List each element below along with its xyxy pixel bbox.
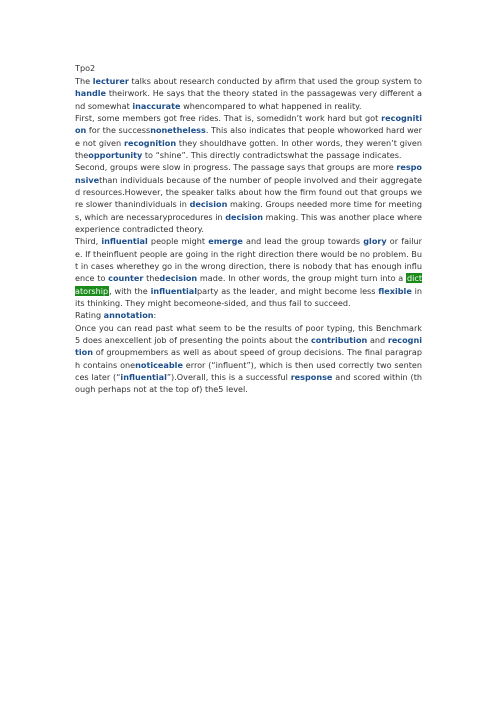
text-run: than individuals because of the number of people involved and their aggregated resources.However, the speaker talks about how the firm found out that groups were slower thanindividuals in [75, 174, 422, 210]
text-run: for the success [86, 125, 151, 136]
document-page [75, 62, 422, 396]
keyword: annotation [103, 310, 154, 321]
keyword: recognition [75, 112, 422, 136]
text-run: and [367, 335, 388, 346]
paragraph-6 [75, 322, 422, 396]
text-run: the [143, 273, 160, 284]
paragraph-5 [75, 309, 422, 321]
keyword: lecturer [92, 75, 129, 86]
keyword: flexible [378, 285, 412, 296]
text-run: they shouldhave gotten. In other words, they weren’t given the [75, 137, 422, 160]
document-title: Tpo2 [75, 63, 96, 73]
document-body [75, 75, 422, 396]
keyword: handle [75, 88, 107, 99]
text-run: Second, groups were slow in progress. The passage says that groups are more [75, 162, 397, 173]
text-run: Rating [75, 310, 104, 321]
keyword: nonetheless [150, 125, 206, 136]
keyword: responsive [75, 162, 422, 185]
keyword: opportunity [88, 149, 143, 160]
highlighted-word: dictatorship [75, 273, 423, 296]
paragraph-2 [75, 112, 422, 161]
text-run: : [153, 310, 157, 321]
keyword: influential [150, 285, 198, 296]
paragraph-3 [75, 161, 422, 235]
text-run: whencompared to what happened in reality. [180, 100, 362, 111]
text-run: Once you can read past what seem to be the results of poor typing, this Benchmark 5 does anexcellent job of presenting the points about the [75, 322, 422, 346]
text-run: and scored within (though perhaps not at the top of) the5 level. [75, 372, 422, 395]
text-run: and lead the group towards [242, 236, 364, 247]
keyword: response [290, 372, 333, 383]
text-run: of groupmembers as well as about speed of group decisions. The final paragraph contains one [75, 347, 422, 370]
keyword: decision [225, 211, 264, 222]
text-run: people might [147, 236, 209, 247]
text-run: made. In other words, the group might turn into a [197, 273, 406, 284]
text-run: making. Groups needed more time for meetings, which are necessaryprocedures in [75, 199, 422, 222]
text-run: to “shine”. This directly contradictswhat the passage indicates. [142, 149, 402, 160]
keyword: noticeable [135, 359, 183, 370]
text-run: The [75, 75, 93, 86]
text-run: in its thinking. They might becomeone-sided, and thus fail to succeed. [75, 285, 423, 309]
keyword: influential [101, 236, 148, 247]
keyword: emerge [208, 236, 243, 247]
text-run: , with the [109, 285, 151, 296]
text-run: theirwork. He says that the theory stated in the passagewas very different and somewhat [75, 88, 422, 111]
keyword: counter [108, 273, 144, 284]
text-run: First, some members got free rides. That is, somedidn’t work hard but got [75, 112, 382, 123]
text-run: making. This was another place where experience contradicted theory. [75, 211, 422, 234]
text-run: . This also indicates that people whoworked hard were not given [75, 125, 422, 148]
text-run: ”).Overall, this is a successful [166, 372, 291, 383]
text-run: Third, [75, 236, 102, 247]
keyword: recognition [75, 335, 422, 358]
keyword: glory [363, 236, 387, 247]
text-run: party as the leader, and might become less [197, 285, 379, 296]
keyword: influential [120, 372, 167, 383]
paragraph-4 [75, 235, 422, 309]
text-run: or failure. If theinfluent people are going in the right direction there would be no problem. But in cases wherethey go in the wrong direction, there is nobody that has enough influence to [75, 236, 422, 284]
text-run: error (“influent”), which is then used correctly two sentences later (“ [75, 359, 422, 383]
keyword: decision [189, 199, 228, 210]
keyword: inaccurate [132, 100, 181, 111]
keyword: contribution [311, 335, 368, 346]
text-run: talks about research conducted by afirm that used the group system to [128, 75, 422, 86]
paragraph-1 [75, 75, 422, 112]
keyword: recognition [123, 137, 177, 148]
keyword: decision [159, 273, 198, 284]
